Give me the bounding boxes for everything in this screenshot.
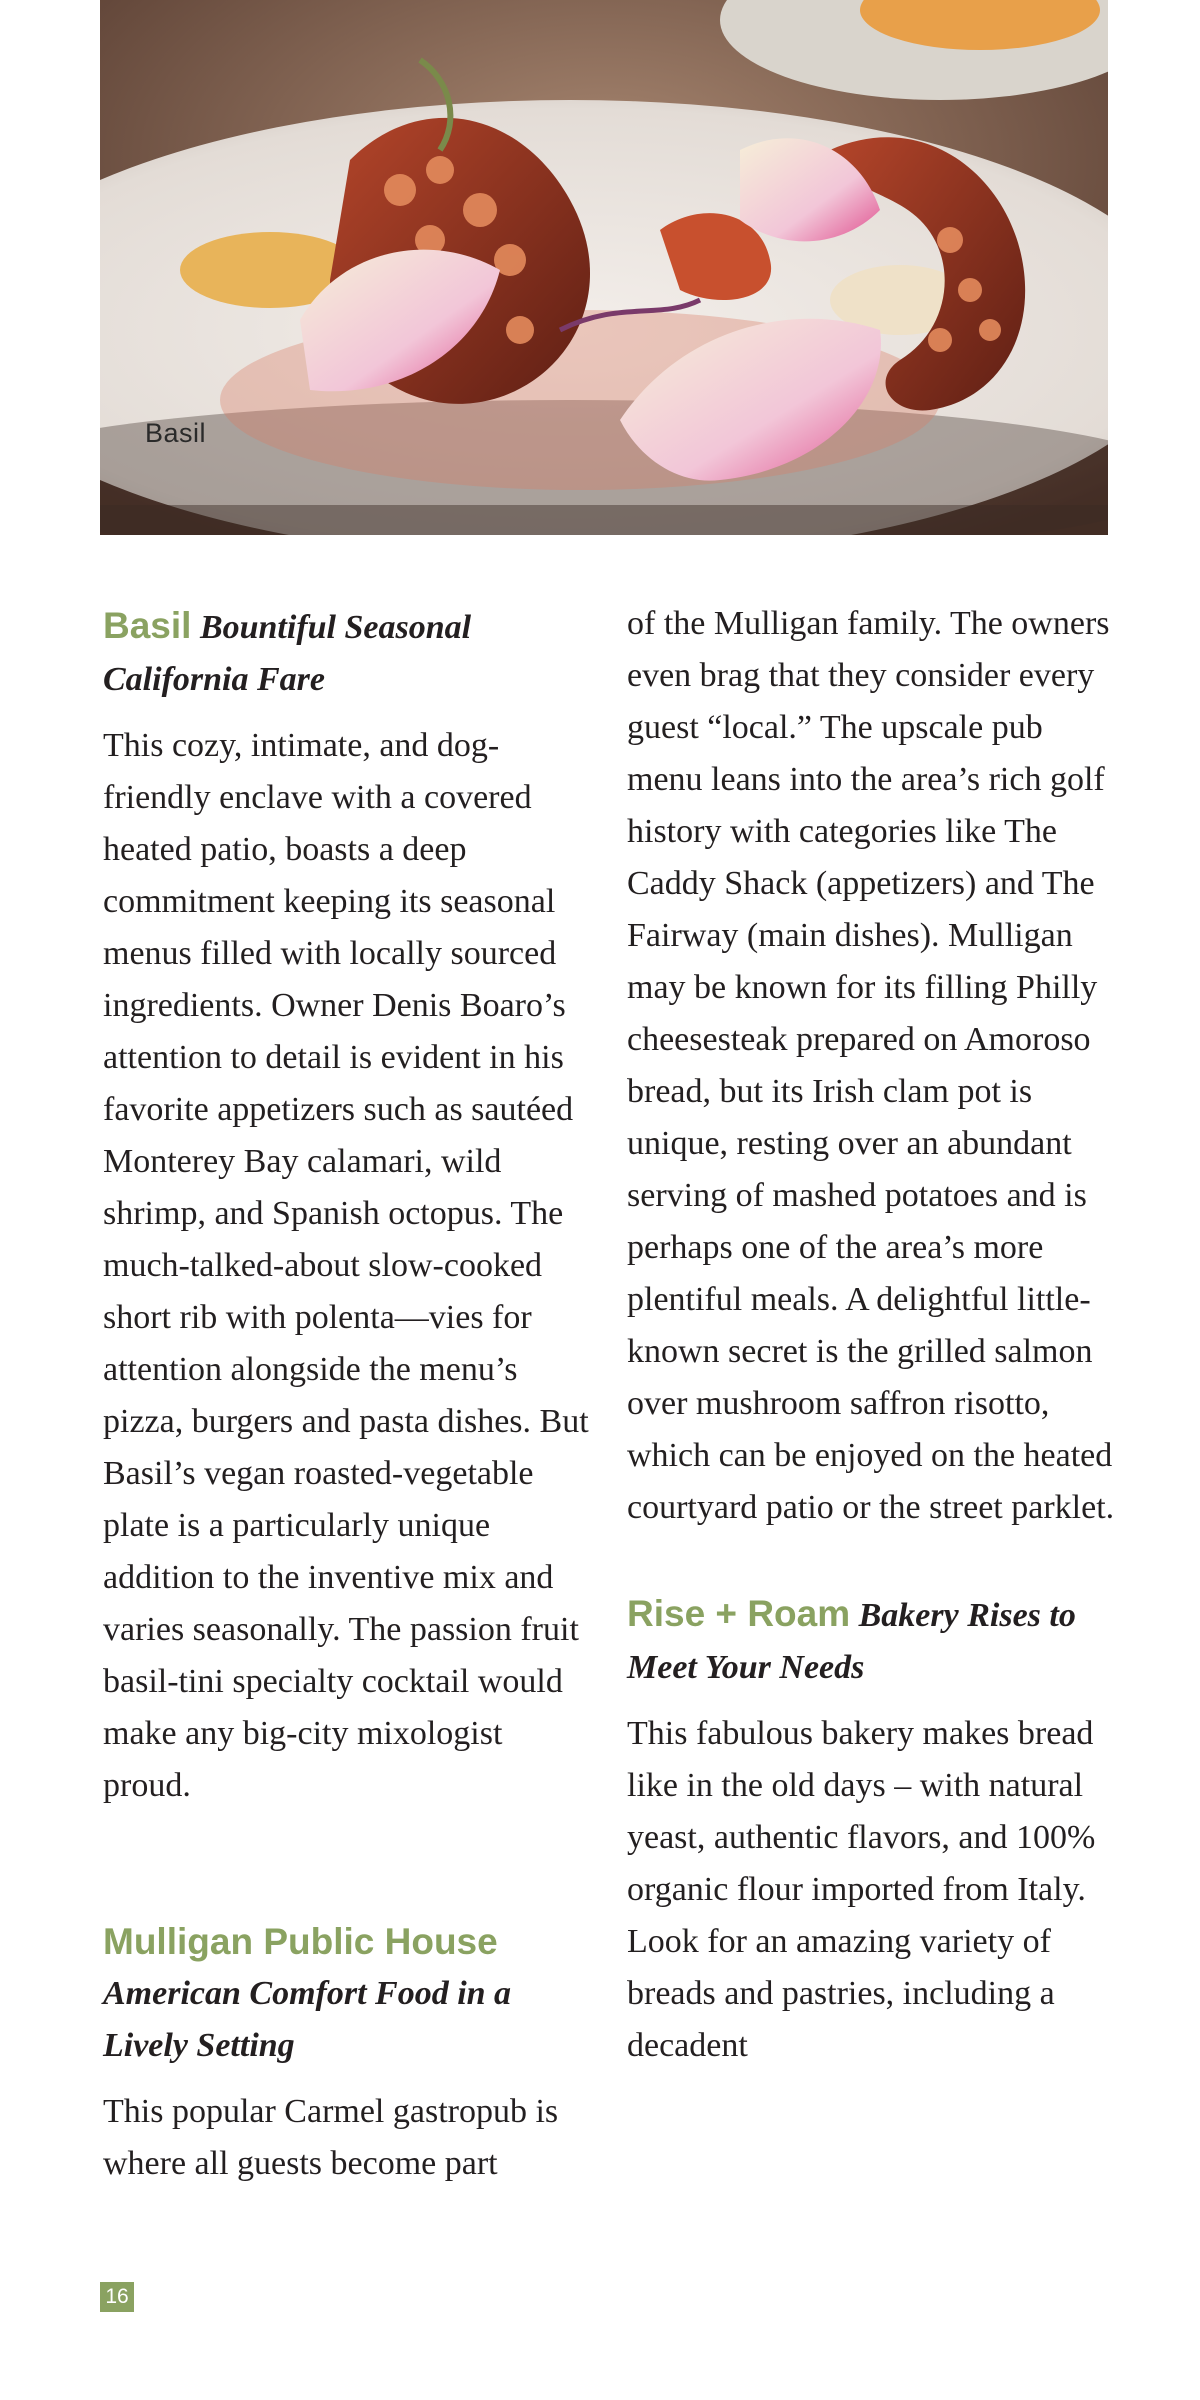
- hero-photo: [100, 0, 1108, 535]
- right-column: [627, 598, 1117, 2072]
- octopus-dish-image: [100, 0, 1108, 535]
- rise-roam-tagline: Bakery Rises to Meet Your Needs: [627, 1597, 1076, 1686]
- mulligan-heading: [103, 1916, 593, 2072]
- basil-tagline: Bountiful Seasonal California Fare: [103, 609, 472, 698]
- basil-body: This cozy, intimate, and dog-friendly enclave with a covered heated patio, boasts a deep commitment keeping its seasonal menus filled with locally sourced ingredients. Owner Denis Boaro’s attention to detail is evident in his favorite appetizers such as sautéed Monterey Bay calamari, wild shrimp, and Spanish octopus. The much-talked-about slow-cooked short rib with polenta—vies for attention alongside the menu’s pizza, burgers and pasta dishes. But Basil’s vegan roasted-vegetable plate is a particularly unique addition to the inventive mix and varies seasonally. The passion fruit basil-tini specialty cocktail would make any big-city mixologist proud.: [103, 727, 589, 1804]
- mulligan-tagline: American Comfort Food in a Lively Setting: [103, 1975, 512, 2064]
- rise-roam-name: Rise + Roam: [627, 1593, 851, 1634]
- mulligan-body-part1: This popular Carmel gastropub is where all guests become part: [103, 2093, 559, 2182]
- page-number: 16: [100, 2282, 134, 2312]
- basil-heading: [103, 600, 593, 706]
- left-column: [103, 600, 593, 2190]
- rise-roam-heading: [627, 1588, 1117, 1694]
- basil-name: Basil: [103, 605, 192, 646]
- mulligan-name: Mulligan Public House: [103, 1921, 498, 1962]
- rise-roam-body: This fabulous bakery makes bread like in the old days – with natural yeast, authentic flavors, and 100% organic flour imported from Italy. Look for an amazing variety of breads and pastries, including a decadent: [627, 1715, 1096, 2064]
- photo-caption: Basil: [145, 418, 207, 448]
- mulligan-body-part2: of the Mulligan family. The owners even brag that they consider every guest “local.” The upscale pub menu leans into the area’s rich golf history with categories like The Caddy Shack (appetizers) and The Fairway (main dishes). Mulligan may be known for its filling Philly cheesesteak prepared on Amoroso bread, but its Irish clam pot is unique, resting over an abundant serving of mashed potatoes and is perhaps one of the area’s more plentiful meals. A delightful little-known secret is the grilled salmon over mushroom saffron risotto, which can be enjoyed on the heated courtyard patio or the street parklet.: [627, 605, 1115, 1526]
